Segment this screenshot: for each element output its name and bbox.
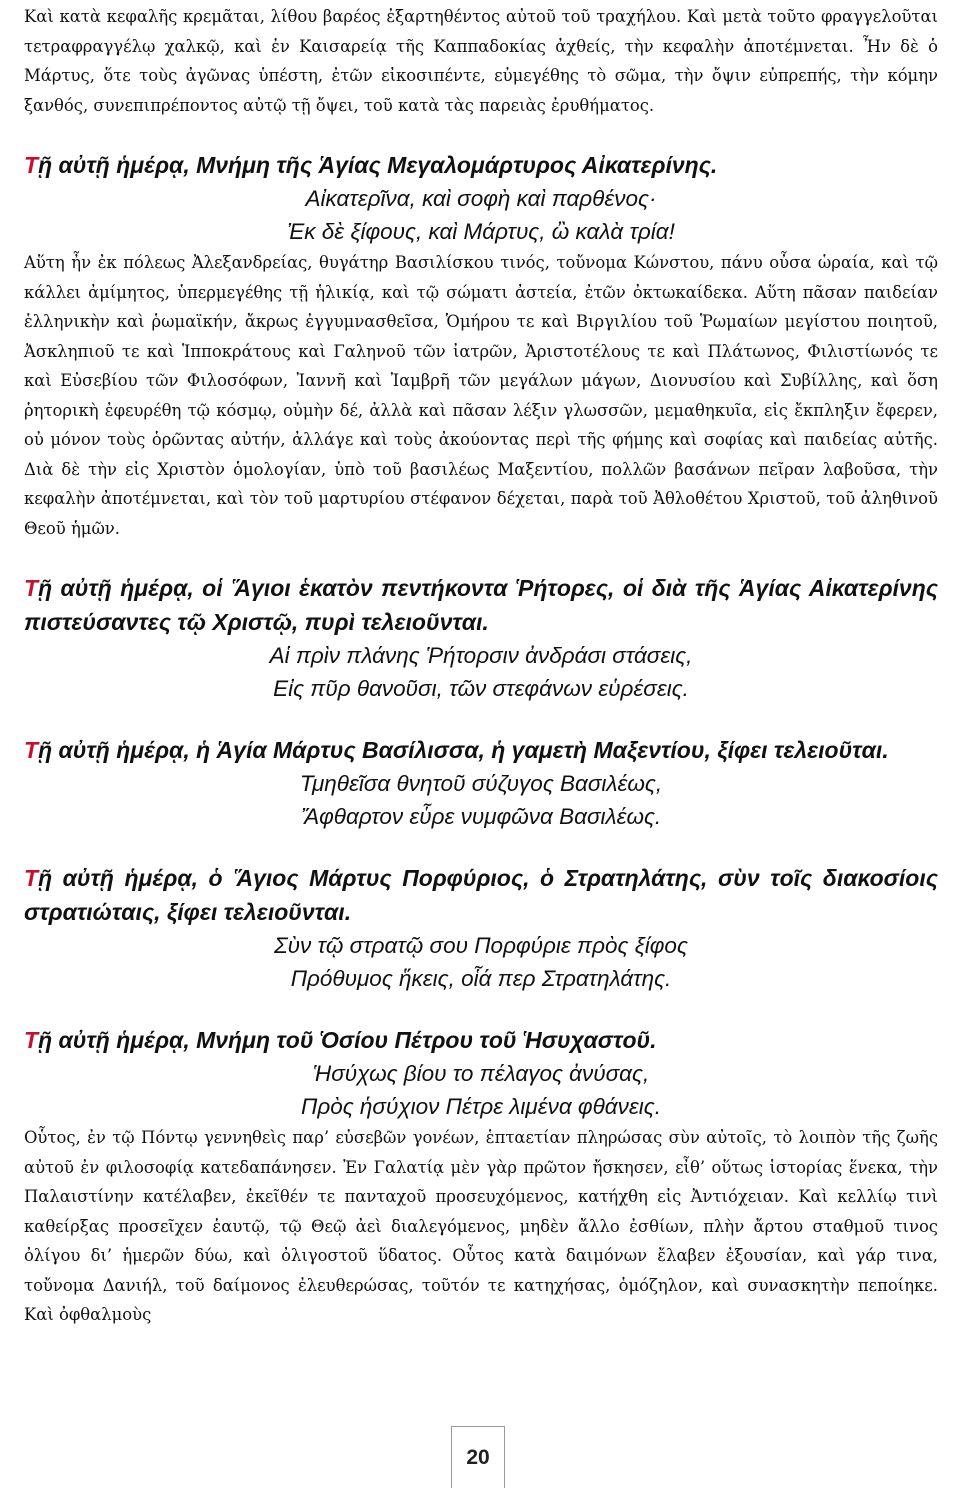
verse-line: Ἡσύχως βίου το πέλαγος ἀνύσας, [312,1061,650,1086]
heading-text: ῇ αὐτῇ ἡμέρᾳ, Μνήμη τοῦ Ὁσίου Πέτρου τοῦ Ἡσυχαστοῦ. [38,1027,657,1053]
spacer [24,705,938,733]
section-heading [24,733,938,767]
verse-line: Εἰς πῦρ θανοῦσι, τῶν στεφάνων εὑρέσεις. [273,676,689,701]
heading-text: ῇ αὐτῇ ἡμέρᾳ, οἱ Ἅγιοι ἑκατὸν πεντήκοντα Ῥήτορες, οἱ διὰ τῆς Ἁγίας Αἰκατερίνης πιστεύσαντες τῷ Χριστῷ, πυρὶ τελειοῦνται. [24,575,938,635]
spacer [24,995,938,1023]
red-initial: Τ [24,737,39,763]
section-basilissa [24,733,938,833]
section-paragraph: Αὕτη ἦν ἐκ πόλεως Ἀλεξανδρείας, θυγάτηρ Βασιλίσκου τινός, τοὔνομα Κώνστου, πάνυ οὖσα ὡραία, καὶ τῷ κάλλει ἀμίμητος, ὑπερμεγέθης τῇ ἡλικίᾳ, καὶ τῷ σώματι ἀστεία, ἐτῶν ὀκτωκαίδεκα. Αὕτη πᾶσαν παιδείαν ἑλληνικὴν καὶ ῥωμαϊκήν, ἄκρως ἐγγυμνασθεῖσα, Ὁμήρου τε καὶ Βιργιλίου τοῦ Ῥωμαίων μεγίστου ποιητοῦ, Ἀσκληπιοῦ τε καὶ Ἱπποκράτους καὶ Γαληνοῦ τῶν ἰατρῶν, Ἀριστοτέλους τε καὶ Πλάτωνος, Φιλιστίωνός τε καὶ Εὐσεβίου τῶν Φιλοσόφων, Ἰαννῆ καὶ Ἰαμβρῆ τῶν μεγάλων μάγων, Διονυσίου καὶ Συβίλλης, καὶ ὅση ῥητορικὴ ἐφευρέθη τῷ κόσμῳ, οὐμὴν δέ, ἀλλὰ καὶ πᾶσαν λέξιν γλωσσῶν, μεμαθηκυῖα, εἰς ἔκπληξιν ἔφερεν, οὐ μόνον τοὺς ὁρῶντας αὐτήν, ἀλλάγε καὶ τοὺς ἀκούοντας περὶ τῆς φήμης καὶ σοφίας καὶ παιδείας αὐτῆς. Διὰ δὲ τὴν εἰς Χριστὸν ὁμολογίαν, ὑπὸ τοῦ βασιλέως Μαξεντίου, πολλῶν βασάνων πεῖραν λαβοῦσα, τὴν κεφαλὴν ἀποτέμνεται, καὶ τὸν τοῦ μαρτυρίου στέφανον δέχεται, παρὰ τοῦ Ἀθλοθέτου Χριστοῦ, τοῦ ἀληθινοῦ Θεοῦ ἡμῶν. [24,253,938,538]
heading-text: ῇ αὐτῇ ἡμέρᾳ, ἡ Ἁγία Μάρτυς Βασίλισσα, ἡ γαμετὴ Μαξεντίου, ξίφει τελειοῦται. [38,737,889,763]
opening-paragraph: Καὶ κατὰ κεφαλῆς κρεμᾶται, λίθου βαρέος ἐξαρτηθέντος αὐτοῦ τοῦ τραχήλου. Καὶ μετὰ τοῦτο φραγγελοῦται τετραφραγγέλῳ χαλκῷ, καὶ ἐν Καισαρείᾳ τῆς Καππαδοκίας ἀχθείς, τὴν κεφαλὴν ἀποτέμνεται. Ἦν δὲ ὁ Μάρτυς, ὅτε τοὺς ἀγῶνας ὑπέστη, ἐτῶν εἰκοσιπέντε, εὐμεγέθης τὸ σῶμα, τὴν ὄψιν εὐπρεπής, τὴν κόμην ξανθός, συνεπιπρέποντος αὐτῷ τῇ ὄψει, τοῦ κατὰ τὰς παρειὰς ἐρυθήματος. [24,7,938,115]
verse-line: Σὺν τῷ στρατῷ σου Πορφύριε πρὸς ξίφος [274,933,688,958]
section-peter-hesychast [24,1023,938,1330]
heading-text: ῇ αὐτῇ ἡμέρᾳ, Μνήμη τῆς Ἁγίας Μεγαλομάρτυρος Αἰκατερίνης. [38,152,718,178]
verse-line: Πρόθυμος ἥκεις, οἷά περ Στρατηλάτης. [290,966,672,991]
red-initial: Τ [24,1027,39,1053]
verse-line: Πρὸς ἡσύχιον Πέτρε λιμένα φθάνεις. [301,1094,661,1119]
spacer [24,543,938,571]
section-heading [24,148,938,182]
verse-line: Ἐκ δὲ ξίφους, καὶ Μάρτυς, ὢ καλὰ τρία! [287,219,675,244]
document-page [24,2,938,1330]
spacer [24,833,938,861]
red-initial: Τ [24,575,39,601]
section-porphyrios [24,861,938,995]
section-heading [24,571,938,639]
section-katherine [24,148,938,543]
verse-line: Αἰκατερῖνα, καὶ σοφὴ καὶ παρθένος· [305,186,657,211]
red-initial: Τ [24,152,39,178]
spacer [24,120,938,148]
section-heading [24,1023,938,1057]
verse-line: Ἄφθαρτον εὗρε νυμφῶνα Βασιλέως. [300,804,662,829]
section-heading [24,861,938,929]
verse-line: Αἱ πρὶν πλάνης Ῥήτορσιν ἀνδράσι στάσεις, [269,643,693,668]
red-initial: Τ [24,865,39,891]
section-rhetors [24,571,938,705]
verse-line: Τμηθεῖσα θνητοῦ σύζυγος Βασιλέως, [299,771,663,796]
section-paragraph: Οὗτος, ἐν τῷ Πόντῳ γεννηθεὶς παρ’ εὐσεβῶν γονέων, ἑπταετίαν πληρώσας σὺν αὐτοῖς, τὸ λοιπὸν τῆς ζωῆς αὐτοῦ ἐν φιλοσοφίᾳ κατεδαπάνησεν. Ἐν Γαλατίᾳ μὲν γὰρ πρῶτον ἤσκησεν, εἶθ’ οὕτως ἱστορίας ἕνεκα, τὴν Παλαιστίνην κατέλαβεν, ἐκεῖθέν τε πανταχοῦ προσευχόμενος, κατήχθη εἰς Ἀντιόχειαν. Καὶ κελλίῳ τινὶ καθείρξας προσεῖχεν ἑαυτῷ, τῷ Θεῷ ἀεὶ διαλεγόμενος, μηδὲν ἄλλο ἐσθίων, πλὴν ἄρτου σταθμοῦ τινος ὀλίγου δι’ ἡμερῶν δύω, καὶ ὀλιγοστοῦ ὕδατος. Οὗτος κατὰ δαιμόνων ἔλαβεν ἐξουσίαν, καὶ γάρ τινα, τοὔνομα Δανιήλ, τοῦ δαίμονος ἐλευθερώσας, τοῦτόν τε κατηχήσας, ὁμόζηλον, καὶ συνασκητὴν πεποίηκε. Καὶ ὀφθαλμοὺς [24,1128,938,1324]
page-number: 20 [451,1426,505,1488]
heading-text: ῇ αὐτῇ ἡμέρᾳ, ὁ Ἅγιος Μάρτυς Πορφύριος, ὁ Στρατηλάτης, σὺν τοῖς διακοσίοις στρατιώταις, ξίφει τελειοῦνται. [24,865,938,925]
